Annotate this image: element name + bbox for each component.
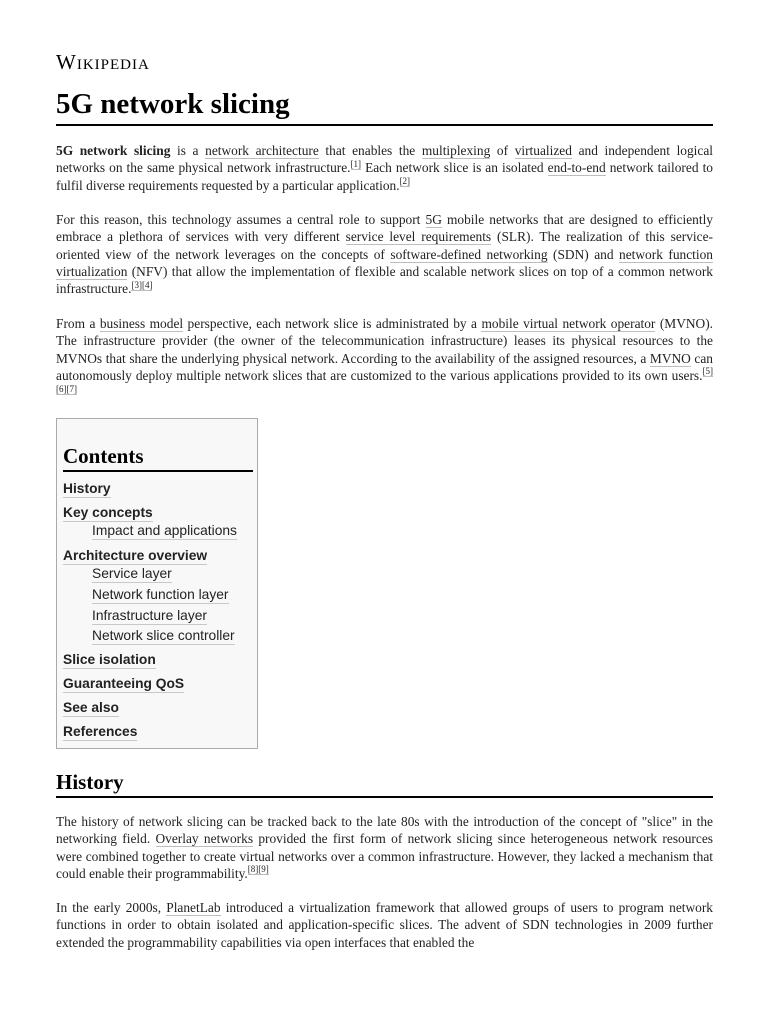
- history-paragraph-1: The history of network slicing can be tracked back to the late 80s with the introduction of the concept of "slice" in the networking field. Overlay networks provided the first form of network slicing since heterogeneous network resources were combined together to create virtual networks over a common infrastructure. However, they lacked a mechanism that could enable their programmability.[8][9]: [56, 814, 713, 881]
- toc-item-network-function-layer[interactable]: Network function layer: [92, 587, 229, 602]
- bold-term: 5G network slicing: [56, 143, 171, 158]
- ref-9[interactable]: [9]: [258, 864, 269, 875]
- ref-5[interactable]: [5]: [702, 366, 713, 377]
- wikipedia-logo[interactable]: Wikipedia: [56, 50, 150, 74]
- link-5g[interactable]: 5G: [425, 212, 442, 227]
- toc-item-network-slice-controller[interactable]: Network slice controller: [92, 628, 235, 643]
- toc-item-service-layer[interactable]: Service layer: [92, 566, 172, 581]
- intro-paragraph-3: From a business model perspective, each network slice is administrated by a mobile virtual network operator (MVNO). The infrastructure provider (the owner of the telecommunication infrastructure) leases its physical resources to the MVNOs that share the underlying physical network. According to the availability of the assigned resources, a MVNO can autonomously deploy multiple network slices that are customized to the various applications provided to its own users.[5][6][7]: [56, 316, 714, 394]
- ref-1[interactable]: [1]: [350, 158, 362, 169]
- ref-6[interactable]: [6]: [56, 383, 67, 394]
- toc-item-history[interactable]: History: [63, 481, 111, 496]
- link-software-defined-networking[interactable]: software-defined networking: [390, 246, 548, 262]
- toc-item-see-also[interactable]: See also: [63, 700, 119, 715]
- history-paragraph-2: In the early 2000s, PlanetLab introduced a virtualization framework that allowed groups of users to program network functions in order to obtain isolated and application-specific slices. The advent of SDN technologies in 2009 further extended the programmability capabilities via open interfaces that enabled the: [56, 900, 714, 950]
- toc-item-key-concepts[interactable]: Key concepts: [63, 505, 153, 520]
- toc-item-infrastructure-layer[interactable]: Infrastructure layer: [92, 608, 208, 623]
- intro-paragraph-2: For this reason, this technology assumes a central role to support 5G mobile networks that are designed to efficiently embrace a plethora of services with very different service level requirements (SLR). The realization of this service-oriented view of the network leverages on the concepts of software-defined networking (SDN) and network function virtualization (NFV) that allow the implementation of flexible and scalable network slices on top of a common network infrastructure.[3][4]: [56, 212, 714, 297]
- intro-paragraph-1: 5G network slicing is a network architecture that enables the multiplexing of virtualized and independent logical networks on the same physical network infrastructure.[1] Each network slice is an isolated end-to-end network tailored to fulfil diverse requirements requested by a particular application.[2]: [56, 143, 714, 193]
- link-multiplexing[interactable]: multiplexing: [421, 143, 491, 158]
- toc-item-impact-and-applications[interactable]: Impact and applications: [92, 523, 237, 538]
- link-mobile-virtual-network-operator[interactable]: mobile virtual network operator: [481, 316, 656, 331]
- link-mvno[interactable]: MVNO: [649, 350, 691, 366]
- link-network-architecture[interactable]: network architecture: [205, 143, 319, 158]
- ref-7[interactable]: [7]: [66, 383, 77, 394]
- link-virtualized[interactable]: virtualized: [514, 143, 572, 158]
- link-business-model[interactable]: business model: [99, 316, 184, 331]
- link-service-level-requirements[interactable]: service level requirements: [345, 229, 492, 245]
- toc-item-references[interactable]: References: [63, 724, 138, 739]
- ref-4[interactable]: [4]: [141, 279, 153, 290]
- toc-item-guaranteeing-qos[interactable]: Guaranteeing QoS: [63, 676, 185, 691]
- link-overlay-networks[interactable]: Overlay networks: [155, 831, 254, 847]
- ref-8[interactable]: [8]: [247, 864, 259, 875]
- link-end-to-end[interactable]: end-to-end: [547, 160, 606, 176]
- toc-item-architecture-overview[interactable]: Architecture overview: [63, 548, 208, 563]
- toc-item-slice-isolation[interactable]: Slice isolation: [63, 652, 156, 667]
- ref-2[interactable]: [2]: [399, 176, 411, 187]
- link-network-function-virtualization[interactable]: network function virtualization: [56, 246, 713, 279]
- page-title: 5G network slicing: [56, 86, 713, 126]
- toc-title: Contents: [63, 443, 253, 472]
- section-heading-history: History: [56, 768, 713, 798]
- link-planetlab[interactable]: PlanetLab: [166, 900, 221, 915]
- ref-3[interactable]: [3]: [131, 279, 142, 290]
- table-of-contents: [56, 418, 258, 749]
